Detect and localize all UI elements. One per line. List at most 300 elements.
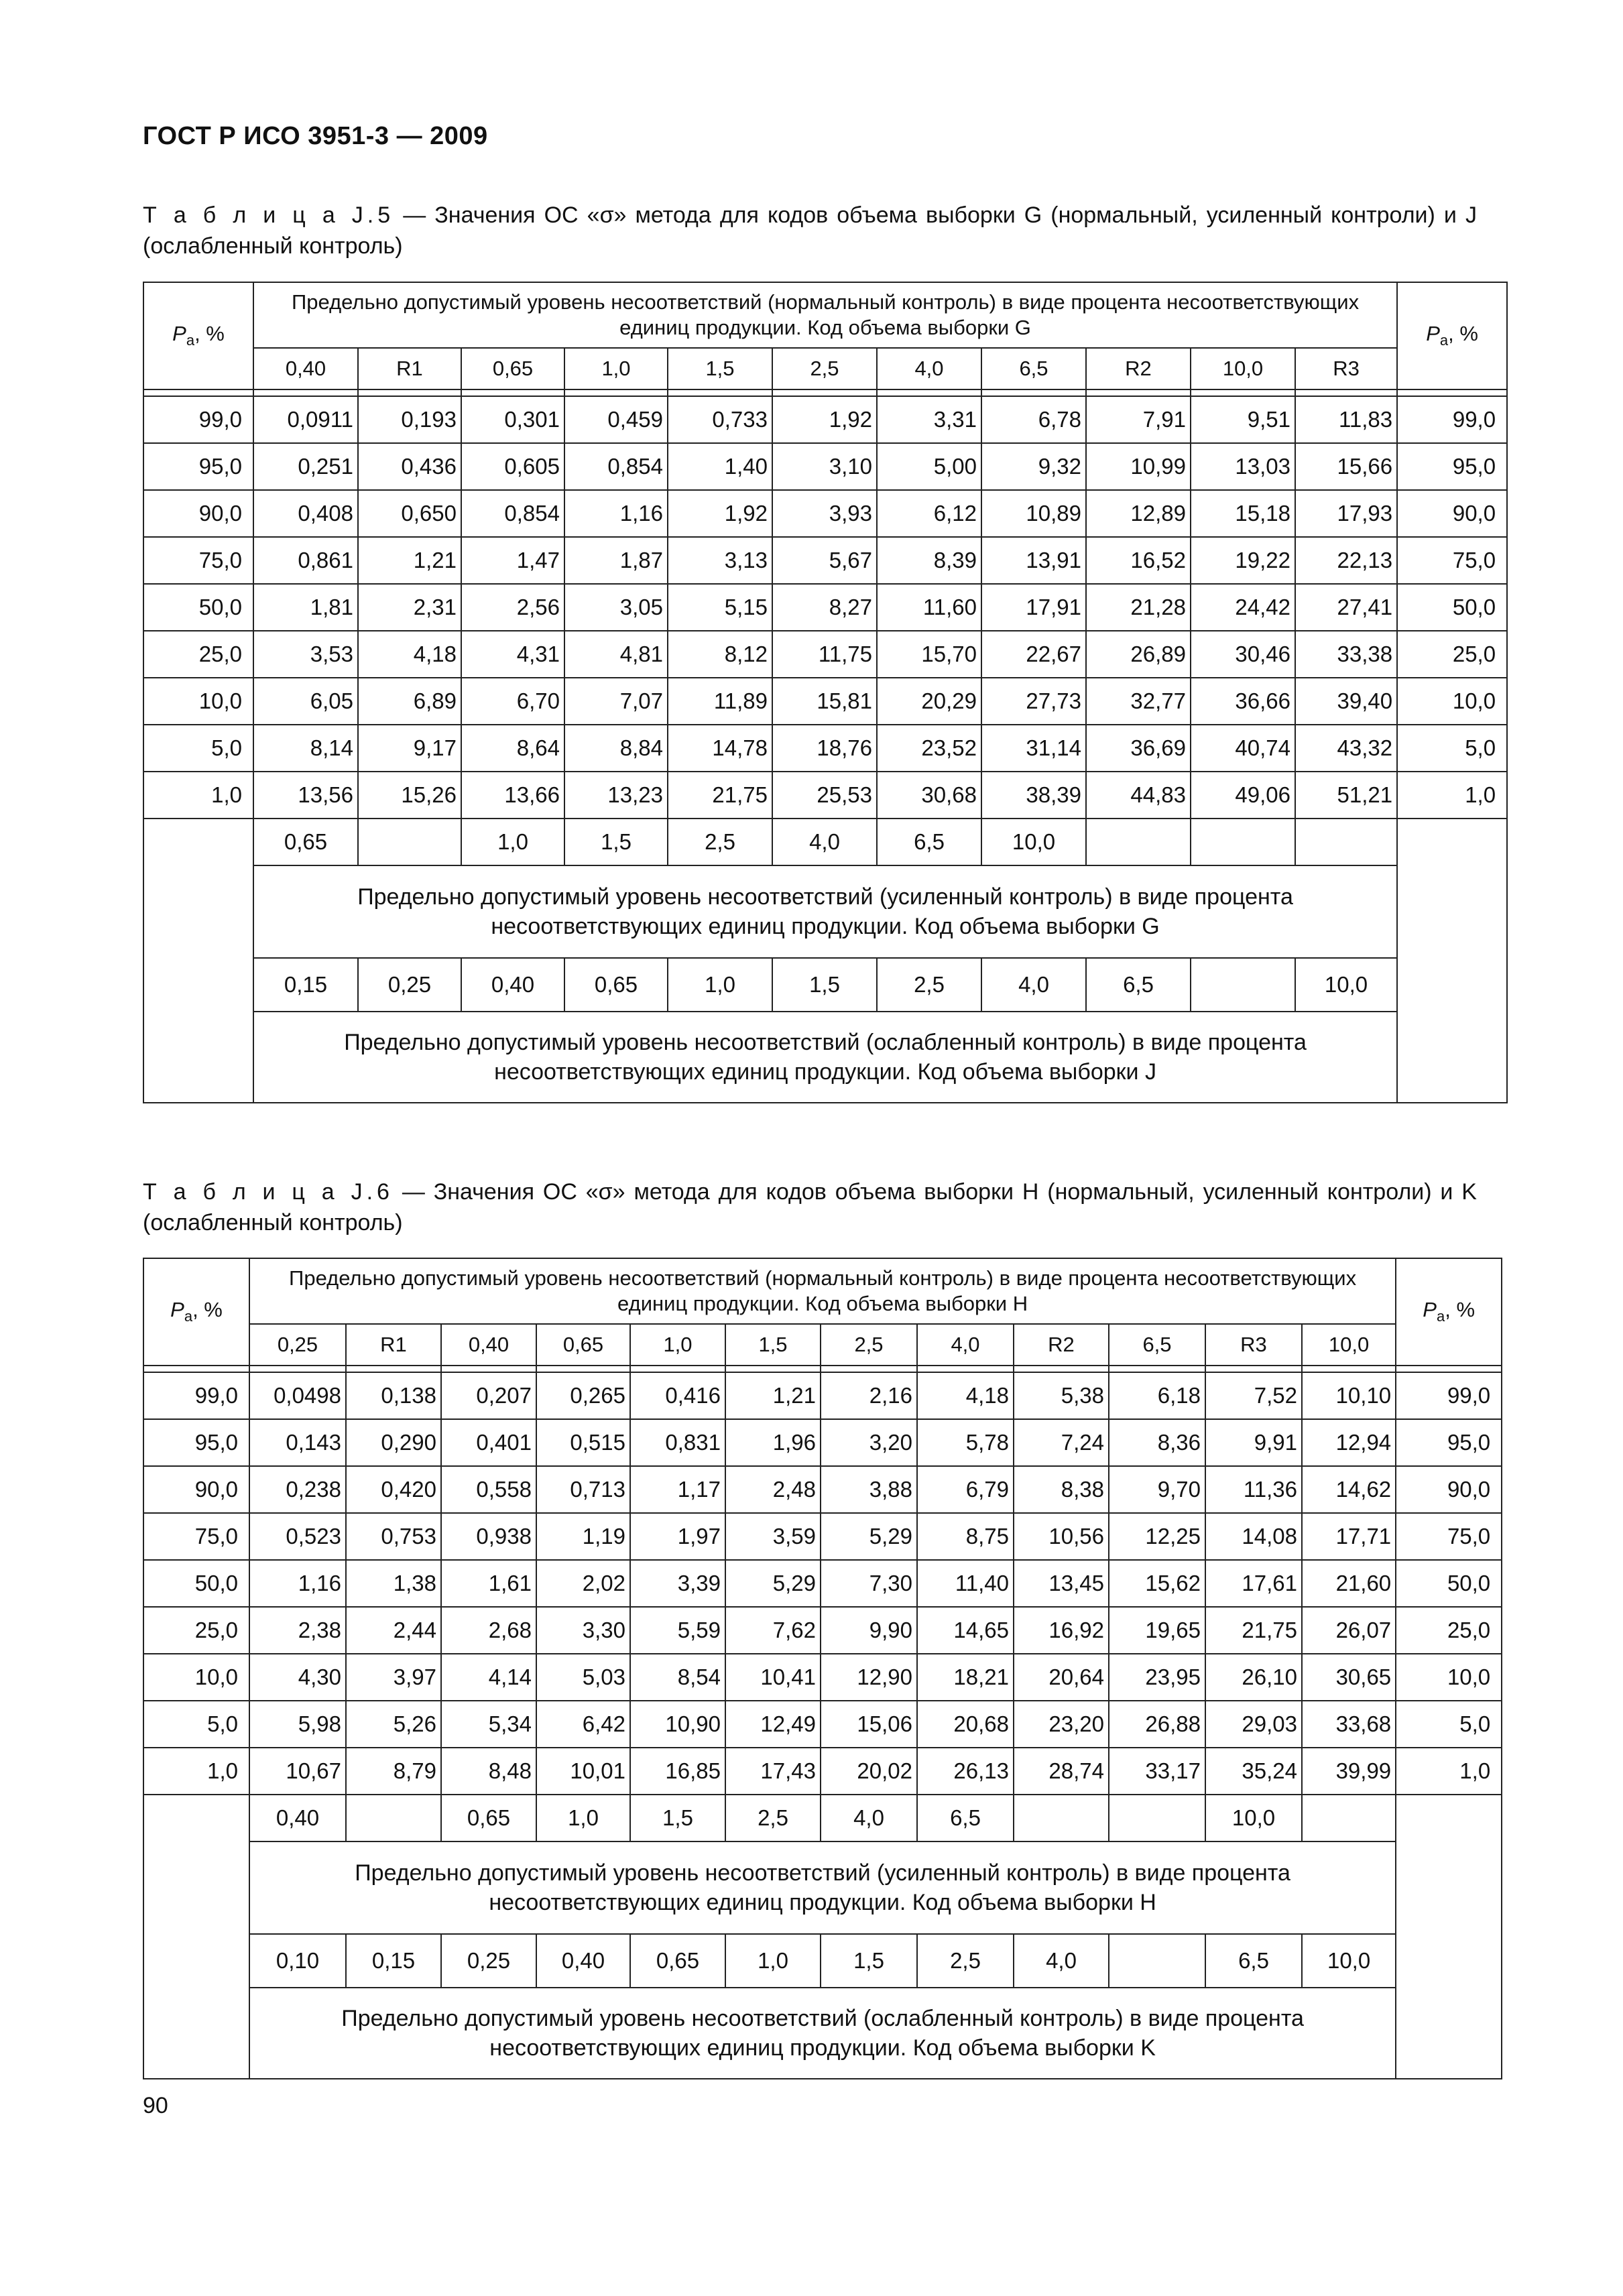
oc-value: 10,90 [630,1701,725,1748]
oc-value: 2,16 [821,1372,917,1419]
pa-value-right: 90,0 [1397,490,1507,537]
reduced-aql-value: 1,5 [821,1934,917,1988]
standard-header: ГОСТ Р ИСО 3951-3 — 2009 [143,122,488,150]
oc-value: 0,605 [461,443,564,490]
oc-value: 6,12 [877,490,981,537]
oc-value: 26,89 [1086,631,1191,678]
t6-aql-column-header: R2 [1014,1324,1109,1366]
t5-reduced-label-row [143,1012,1507,1103]
t5-right-pa-header [1397,282,1507,389]
oc-value: 8,64 [461,725,564,772]
table-row [143,1607,1502,1654]
t5-aql-column-header: R2 [1086,348,1191,389]
reduced-aql-value: 0,40 [536,1934,630,1988]
oc-value: 1,97 [630,1513,725,1560]
oc-value: 16,92 [1014,1607,1109,1654]
oc-value: 0,0498 [249,1372,346,1419]
oc-value: 0,861 [253,537,358,584]
table-row [143,1748,1502,1795]
separator-cell [143,389,253,396]
oc-value: 0,265 [536,1372,630,1419]
oc-value: 7,30 [821,1560,917,1607]
tightened-aql-value: 1,5 [564,819,668,865]
tightened-aql-value [1109,1795,1205,1841]
oc-value: 6,79 [917,1466,1014,1513]
oc-value: 20,64 [1014,1654,1109,1701]
t5-reduced-row [143,958,1507,1012]
oc-value: 4,18 [358,631,461,678]
pa-value-right: 1,0 [1396,1748,1502,1795]
t5-blank-right [1397,819,1507,1103]
pa-value: 50,0 [143,584,253,631]
table-row [143,490,1507,537]
oc-value: 9,90 [821,1607,917,1654]
pa-value: 1,0 [143,1748,249,1795]
oc-value: 0,207 [441,1372,536,1419]
pa-value: 25,0 [143,1607,249,1654]
table-j5-caption-text: — Значения ОС «σ» метода для кодов объема выборки G (нормальный, усиленный контроли) и J (ослабленный контроль) [143,202,1477,259]
oc-value: 0,193 [358,396,461,443]
tightened-aql-value: 0,40 [249,1795,346,1841]
oc-value: 15,06 [821,1701,917,1748]
oc-value: 26,10 [1205,1654,1302,1701]
oc-value: 1,19 [536,1513,630,1560]
oc-value: 11,36 [1205,1466,1302,1513]
oc-value: 26,13 [917,1748,1014,1795]
oc-value: 21,28 [1086,584,1191,631]
t6-aql-column-header: 2,5 [821,1324,917,1366]
oc-value: 2,02 [536,1560,630,1607]
oc-value: 11,60 [877,584,981,631]
oc-value: 5,34 [441,1701,536,1748]
oc-value: 5,59 [630,1607,725,1654]
separator-cell [564,389,668,396]
oc-value: 22,67 [981,631,1086,678]
oc-value: 6,70 [461,678,564,725]
pa-symbol: P [172,322,186,346]
tightened-aql-value: 0,65 [441,1795,536,1841]
oc-value: 8,27 [772,584,877,631]
oc-value: 33,17 [1109,1748,1205,1795]
tightened-aql-value: 2,5 [668,819,772,865]
oc-value: 10,56 [1014,1513,1109,1560]
separator-cell [1205,1366,1302,1372]
oc-value: 44,83 [1086,772,1191,819]
oc-value: 20,68 [917,1701,1014,1748]
pa-value: 90,0 [143,1466,249,1513]
oc-value: 3,59 [725,1513,821,1560]
separator-cell [1086,389,1191,396]
oc-value: 28,74 [1014,1748,1109,1795]
oc-value: 6,78 [981,396,1086,443]
oc-value: 10,89 [981,490,1086,537]
oc-value: 0,854 [564,443,668,490]
t6-blank-right [1396,1795,1502,2079]
oc-value: 8,36 [1109,1419,1205,1466]
table-row [143,443,1507,490]
oc-value: 30,65 [1302,1654,1396,1701]
oc-value: 36,69 [1086,725,1191,772]
oc-value: 3,20 [821,1419,917,1466]
oc-value: 9,51 [1191,396,1295,443]
tightened-aql-value: 4,0 [772,819,877,865]
reduced-aql-value [1109,1934,1205,1988]
t6-aql-column-header: R3 [1205,1324,1302,1366]
oc-value: 0,143 [249,1419,346,1466]
t6-blank-left [143,1795,249,2079]
oc-value: 1,92 [668,490,772,537]
oc-value: 3,10 [772,443,877,490]
oc-value: 11,40 [917,1560,1014,1607]
oc-value: 1,17 [630,1466,725,1513]
t5-aql-column-header: 0,40 [253,348,358,389]
pa-value-right: 95,0 [1397,443,1507,490]
t6-aql-column-header: 0,25 [249,1324,346,1366]
oc-value: 1,87 [564,537,668,584]
oc-value: 10,01 [536,1748,630,1795]
t6-aql-column-header: R1 [346,1324,441,1366]
reduced-aql-value: 10,0 [1295,958,1397,1012]
oc-value: 11,89 [668,678,772,725]
oc-value: 9,91 [1205,1419,1302,1466]
reduced-aql-value: 0,40 [461,958,564,1012]
separator-cell [821,1366,917,1372]
pa-unit: , % [194,322,225,346]
separator-cell [461,389,564,396]
oc-value: 10,67 [249,1748,346,1795]
pa-value-right: 10,0 [1397,678,1507,725]
t5-aql-column-header: 1,5 [668,348,772,389]
table-row [143,1513,1502,1560]
oc-value: 16,85 [630,1748,725,1795]
reduced-aql-value: 1,5 [772,958,877,1012]
oc-value: 5,00 [877,443,981,490]
reduced-aql-value: 0,15 [346,1934,441,1988]
oc-value: 32,77 [1086,678,1191,725]
oc-value: 5,38 [1014,1372,1109,1419]
reduced-aql-value: 10,0 [1302,1934,1396,1988]
oc-value: 49,06 [1191,772,1295,819]
oc-value: 20,29 [877,678,981,725]
table-row [143,725,1507,772]
oc-value: 3,39 [630,1560,725,1607]
tightened-aql-value [1295,819,1397,865]
oc-value: 2,44 [346,1607,441,1654]
reduced-aql-value [1191,958,1295,1012]
oc-value: 21,75 [1205,1607,1302,1654]
oc-value: 2,68 [441,1607,536,1654]
table-j6-caption-lead: Т а б л и ц а J.6 [143,1179,394,1205]
reduced-aql-value: 0,25 [358,958,461,1012]
oc-value: 6,18 [1109,1372,1205,1419]
oc-value: 14,65 [917,1607,1014,1654]
pa-value: 10,0 [143,1654,249,1701]
table-j6-caption [143,1176,1477,1238]
pa-value: 25,0 [143,631,253,678]
oc-value: 33,68 [1302,1701,1396,1748]
pa-value: 5,0 [143,1701,249,1748]
oc-value: 0,459 [564,396,668,443]
reduced-aql-value: 6,5 [1086,958,1191,1012]
separator-cell [917,1366,1014,1372]
page-number: 90 [143,2093,168,2118]
separator-cell [249,1366,346,1372]
oc-value: 5,03 [536,1654,630,1701]
oc-value: 27,73 [981,678,1086,725]
tightened-aql-value: 6,5 [917,1795,1014,1841]
t6-tightened-label: Предельно допустимый уровень несоответствий (усиленный контроль) в виде процента несоответствующих единиц продукции. Код объема выборки H [249,1841,1396,1934]
oc-value: 39,40 [1295,678,1397,725]
oc-value: 17,61 [1205,1560,1302,1607]
tightened-aql-value [346,1795,441,1841]
t6-aql-column-header: 4,0 [917,1324,1014,1366]
oc-value: 7,91 [1086,396,1191,443]
table-row [143,1372,1502,1419]
table-j5 [143,282,1508,1103]
oc-value: 0,733 [668,396,772,443]
oc-value: 1,16 [249,1560,346,1607]
pa-value-right: 25,0 [1397,631,1507,678]
oc-value: 17,93 [1295,490,1397,537]
tightened-aql-value: 4,0 [821,1795,917,1841]
oc-value: 17,71 [1302,1513,1396,1560]
oc-value: 15,81 [772,678,877,725]
oc-value: 14,08 [1205,1513,1302,1560]
pa-value-right: 99,0 [1396,1372,1502,1419]
oc-value: 8,48 [441,1748,536,1795]
table-row [143,537,1507,584]
table-j5-caption [143,200,1477,261]
reduced-aql-value: 0,65 [630,1934,725,1988]
oc-value: 0,753 [346,1513,441,1560]
t6-aql-column-header: 10,0 [1302,1324,1396,1366]
oc-value: 1,40 [668,443,772,490]
oc-value: 0,650 [358,490,461,537]
oc-value: 1,21 [725,1372,821,1419]
oc-value: 17,43 [725,1748,821,1795]
oc-value: 17,91 [981,584,1086,631]
pa-subscript: a [186,332,195,349]
oc-value: 3,53 [253,631,358,678]
separator-cell [981,389,1086,396]
t6-tightened-label-row [143,1841,1502,1934]
reduced-aql-value: 0,10 [249,1934,346,1988]
t6-tightened-row [143,1795,1502,1841]
pa-value: 75,0 [143,537,253,584]
oc-value: 0,408 [253,490,358,537]
pa-symbol: P [1426,322,1440,346]
tightened-aql-value [1086,819,1191,865]
t6-reduced-row [143,1934,1502,1988]
oc-value: 35,24 [1205,1748,1302,1795]
oc-value: 43,32 [1295,725,1397,772]
oc-value: 5,29 [821,1513,917,1560]
oc-value: 0,938 [441,1513,536,1560]
t5-aql-column-header: 2,5 [772,348,877,389]
reduced-aql-value: 6,5 [1205,1934,1302,1988]
table-row [143,1560,1502,1607]
t5-pa-header [143,282,253,389]
separator-cell [1397,389,1507,396]
table-j6 [143,1258,1502,2079]
t6-aql-column-header: 0,40 [441,1324,536,1366]
pa-value-right: 50,0 [1396,1560,1502,1607]
oc-value: 10,99 [1086,443,1191,490]
pa-value: 10,0 [143,678,253,725]
tightened-aql-value: 2,5 [725,1795,821,1841]
oc-value: 51,21 [1295,772,1397,819]
oc-value: 1,38 [346,1560,441,1607]
reduced-aql-value: 0,65 [564,958,668,1012]
oc-value: 7,62 [725,1607,821,1654]
oc-value: 21,75 [668,772,772,819]
oc-value: 30,46 [1191,631,1295,678]
oc-value: 4,31 [461,631,564,678]
tightened-aql-value: 10,0 [981,819,1086,865]
separator-cell [441,1366,536,1372]
oc-value: 20,02 [821,1748,917,1795]
reduced-aql-value: 2,5 [917,1934,1014,1988]
oc-value: 1,47 [461,537,564,584]
oc-value: 26,88 [1109,1701,1205,1748]
separator-cell [1396,1366,1502,1372]
table-row [143,584,1507,631]
oc-value: 0,420 [346,1466,441,1513]
oc-value: 4,14 [441,1654,536,1701]
pa-value-right: 99,0 [1397,396,1507,443]
table-row [143,678,1507,725]
oc-value: 0,558 [441,1466,536,1513]
table-row [143,1701,1502,1748]
t6-aql-column-header: 0,65 [536,1324,630,1366]
oc-value: 1,81 [253,584,358,631]
oc-value: 7,24 [1014,1419,1109,1466]
reduced-aql-value: 1,0 [668,958,772,1012]
oc-value: 13,03 [1191,443,1295,490]
t5-normal-header: Предельно допустимый уровень несоответствий (нормальный контроль) в виде процента несоответствующих единиц продукции. Код объема выборки G [253,282,1397,348]
oc-value: 2,38 [249,1607,346,1654]
oc-value: 12,94 [1302,1419,1396,1466]
oc-value: 23,95 [1109,1654,1205,1701]
oc-value: 11,75 [772,631,877,678]
oc-value: 15,62 [1109,1560,1205,1607]
oc-value: 8,54 [630,1654,725,1701]
oc-value: 9,17 [358,725,461,772]
oc-value: 9,32 [981,443,1086,490]
oc-value: 2,56 [461,584,564,631]
table-row [143,396,1507,443]
tightened-aql-value [1191,819,1295,865]
oc-value: 1,16 [564,490,668,537]
t6-aql-column-header: 1,0 [630,1324,725,1366]
t5-tightened-row [143,819,1507,865]
oc-value: 18,76 [772,725,877,772]
pa-symbol: P [1423,1298,1437,1322]
t6-pa-header [143,1258,249,1366]
oc-value: 0,251 [253,443,358,490]
oc-value: 4,81 [564,631,668,678]
oc-value: 15,70 [877,631,981,678]
oc-value: 1,96 [725,1419,821,1466]
pa-value: 95,0 [143,1419,249,1466]
t5-header-row [143,282,1507,348]
oc-value: 5,67 [772,537,877,584]
separator-cell [143,1366,249,1372]
table-row [143,631,1507,678]
oc-value: 4,30 [249,1654,346,1701]
separator-cell [668,389,772,396]
oc-value: 0,523 [249,1513,346,1560]
oc-value: 0,290 [346,1419,441,1466]
separator-cell [1014,1366,1109,1372]
t5-tightened-label: Предельно допустимый уровень несоответствий (усиленный контроль) в виде процента несоответствующих единиц продукции. Код объема выборки G [253,865,1397,958]
t5-aql-column-header: R1 [358,348,461,389]
oc-value: 24,42 [1191,584,1295,631]
oc-value: 3,30 [536,1607,630,1654]
oc-value: 27,41 [1295,584,1397,631]
pa-value: 5,0 [143,725,253,772]
oc-value: 11,83 [1295,396,1397,443]
oc-value: 13,91 [981,537,1086,584]
reduced-aql-value: 1,0 [725,1934,821,1988]
oc-value: 3,93 [772,490,877,537]
table-j6-caption-text: — Значения ОС «σ» метода для кодов объема выборки H (нормальный, усиленный контроли) и K (ослабленный контроль) [143,1179,1477,1235]
oc-value: 8,75 [917,1513,1014,1560]
oc-value: 14,62 [1302,1466,1396,1513]
tightened-aql-value: 0,65 [253,819,358,865]
t6-header-row [143,1258,1502,1324]
separator-cell [877,389,981,396]
separator-cell [1191,389,1295,396]
tightened-aql-value: 1,0 [461,819,564,865]
pa-value-right: 5,0 [1396,1701,1502,1748]
pa-value: 75,0 [143,1513,249,1560]
tightened-aql-value [1302,1795,1396,1841]
oc-value: 1,92 [772,396,877,443]
oc-value: 0,515 [536,1419,630,1466]
oc-value: 3,31 [877,396,981,443]
oc-value: 3,13 [668,537,772,584]
oc-value: 16,52 [1086,537,1191,584]
t6-reduced-label-row [143,1988,1502,2079]
tightened-aql-value: 10,0 [1205,1795,1302,1841]
pa-value-right: 1,0 [1397,772,1507,819]
pa-subscript: a [1436,1308,1445,1325]
oc-value: 23,20 [1014,1701,1109,1748]
t5-aql-column-header: 1,0 [564,348,668,389]
t5-aql-column-header: R3 [1295,348,1397,389]
reduced-aql-value: 4,0 [981,958,1086,1012]
t6-aql-header-row [143,1324,1502,1366]
oc-value: 0,301 [461,396,564,443]
oc-value: 4,18 [917,1372,1014,1419]
oc-value: 3,97 [346,1654,441,1701]
oc-value: 12,25 [1109,1513,1205,1560]
table-row [143,1466,1502,1513]
oc-value: 40,74 [1191,725,1295,772]
pa-value-right: 25,0 [1396,1607,1502,1654]
oc-value: 5,78 [917,1419,1014,1466]
pa-unit: , % [1448,322,1478,346]
oc-value: 5,15 [668,584,772,631]
t5-blank-left [143,819,253,1103]
oc-value: 0,831 [630,1419,725,1466]
pa-unit: , % [192,1298,223,1322]
oc-value: 13,66 [461,772,564,819]
t5-tightened-label-row [143,865,1507,958]
oc-value: 18,21 [917,1654,1014,1701]
oc-value: 8,79 [346,1748,441,1795]
